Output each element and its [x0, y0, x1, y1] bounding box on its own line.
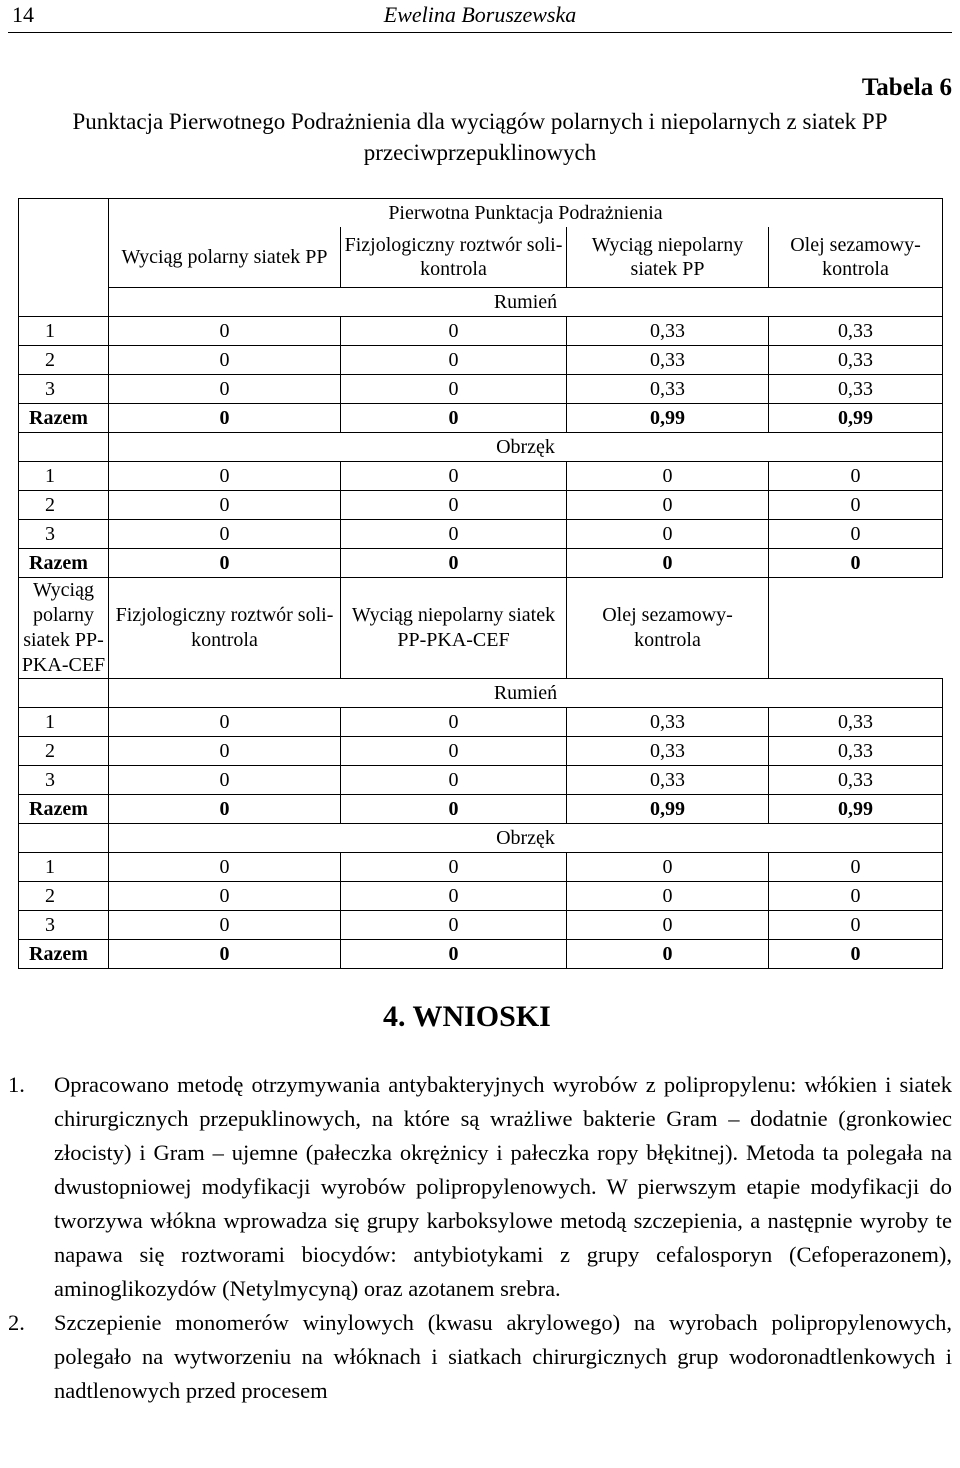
table-cell: 0 [341, 853, 567, 882]
table-row [19, 708, 943, 737]
obrzek-row [19, 433, 943, 462]
table-cell: 0,33 [769, 317, 943, 346]
table-cell: 0,33 [769, 346, 943, 375]
table-cell: 0 [109, 520, 341, 549]
table-cell: 0 [341, 737, 567, 766]
row-label: 2 [19, 882, 109, 911]
table-cell: 0 [341, 375, 567, 404]
table-cell: 0 [109, 737, 341, 766]
table-body [19, 199, 943, 969]
super-header-row [19, 199, 943, 228]
table-cell: 0 [769, 462, 943, 491]
total-row [19, 795, 943, 824]
obrzek-2-row [19, 824, 943, 853]
table-row [19, 462, 943, 491]
table-cell: 0 [341, 766, 567, 795]
row-label: 2 [19, 491, 109, 520]
empty-cell [19, 433, 109, 462]
table-label: Tabela 6 [861, 74, 952, 101]
table-row [19, 491, 943, 520]
table-row [19, 882, 943, 911]
column-header: Fizjologiczny roztwór soli-kontrola [109, 578, 341, 679]
table-cell: 0 [567, 853, 769, 882]
table-cell: 0 [109, 346, 341, 375]
irritation-score-table [18, 198, 943, 969]
table-row [19, 853, 943, 882]
table-cell: 0 [109, 375, 341, 404]
row-label: Razem [19, 549, 109, 578]
table-cell: 0,33 [567, 737, 769, 766]
obrzek-2-label: Obrzęk [109, 824, 943, 853]
table-cell: 0,33 [567, 766, 769, 795]
table-cell: 0 [341, 491, 567, 520]
row-label: Razem [19, 795, 109, 824]
table-cell: 0 [109, 882, 341, 911]
table-cell: 0 [567, 491, 769, 520]
row-label: 3 [19, 520, 109, 549]
running-head-author: Ewelina Boruszewska [383, 2, 577, 27]
row-label: 1 [19, 708, 109, 737]
row-label: Razem [19, 404, 109, 433]
row-label: 2 [19, 346, 109, 375]
table-cell: 0 [567, 549, 769, 578]
table-cell: 0 [341, 795, 567, 824]
empty-cell [19, 824, 109, 853]
table-cell: 0 [341, 317, 567, 346]
table-cell: 0,33 [567, 375, 769, 404]
table-caption [8, 106, 952, 168]
table-cell: 0 [769, 853, 943, 882]
table-cell: 0 [109, 549, 341, 578]
table-cell: 0,99 [567, 795, 769, 824]
table-cell: 0 [567, 911, 769, 940]
caption-line-1: Punktacja Pierwotnego Podrażnienia dla wyciągów polarnych i niepolarnych z siatek PP [72, 109, 888, 134]
row-label: 1 [19, 462, 109, 491]
table-cell: 0 [341, 404, 567, 433]
rumien-row [19, 288, 943, 317]
table-row [19, 317, 943, 346]
table-cell: 0 [567, 462, 769, 491]
empty-cell [19, 679, 109, 708]
conclusion-item [8, 1068, 952, 1306]
table-cell: 0 [567, 940, 769, 969]
table-cell: 0,99 [567, 404, 769, 433]
table-cell: 0 [109, 911, 341, 940]
table-cell: 0 [109, 491, 341, 520]
total-row [19, 940, 943, 969]
conclusions-list [8, 1068, 952, 1408]
table-cell: 0 [769, 911, 943, 940]
table-cell: 0,99 [769, 404, 943, 433]
table-cell: 0 [567, 882, 769, 911]
table-cell: 0,33 [567, 708, 769, 737]
table-cell: 0 [341, 549, 567, 578]
table-cell: 0 [109, 766, 341, 795]
row-label: 2 [19, 737, 109, 766]
row-label: 3 [19, 911, 109, 940]
rumien-2-row [19, 679, 943, 708]
table-cell: 0 [341, 462, 567, 491]
conclusion-number: 1. [8, 1072, 25, 1097]
total-row [19, 549, 943, 578]
running-head [8, 0, 952, 33]
table-cell: 0,33 [769, 737, 943, 766]
conclusion-item [8, 1306, 952, 1408]
column-header: Wyciąg niepolarny siatek PP [567, 227, 769, 288]
conclusion-number: 2. [8, 1310, 25, 1335]
table-cell: 0 [109, 708, 341, 737]
table-cell: 0 [769, 549, 943, 578]
table-cell: 0,33 [769, 708, 943, 737]
table-row [19, 766, 943, 795]
column-header-row-2 [19, 578, 943, 679]
table-row [19, 737, 943, 766]
table-cell: 0 [769, 940, 943, 969]
table-cell: 0 [341, 911, 567, 940]
table-cell: 0 [109, 795, 341, 824]
column-header: Fizjologiczny roztwór soli-kontrola [341, 227, 567, 288]
column-header: Olej sezamowy-kontrola [567, 578, 769, 679]
table-cell: 0,99 [769, 795, 943, 824]
obrzek-label: Obrzęk [109, 433, 943, 462]
row-label: Razem [19, 940, 109, 969]
table-row [19, 520, 943, 549]
table-cell: 0 [109, 462, 341, 491]
conclusion-text: Opracowano metodę otrzymywania antybakteryjnych wyrobów z polipropylenu: włókien i siatek chirurgicznych przepuklinowych, na które są wrażliwe bakterie Gram – dodatnie (gronkowiec złocisty) i Gram – ujemne (pałeczka okrężnicy i pałeczka ropy błękitnej). Metoda ta polegała na dwustopniowej modyfikacji wyrobów polipropylenowych. W pierwszym etapie modyfikacji do tworzywa włókna wprowadza się grupy karboksylowe metodą szczepienia, a następnie wyroby te napawa się roztworami biocydów: antybiotykami z grupy cefalosporyn (Cefoperazonem), aminoglikozydów (Netylmycyną) oraz azotanem srebra. [54, 1072, 952, 1301]
row-label: 3 [19, 375, 109, 404]
table-cell: 0 [109, 317, 341, 346]
conclusion-text: Szczepienie monomerów winylowych (kwasu akrylowego) na wyrobach polipropylenowych, polegało na wytworzeniu na włóknach i siatkach chirurgicznych grup wodoronadtlenkowych i nadtlenowych przed procesem [54, 1310, 952, 1403]
rumien-label: Rumień [109, 288, 943, 317]
table-cell: 0,33 [567, 346, 769, 375]
column-header: Wyciąg polarny siatek PP [109, 227, 341, 288]
table-cell: 0,33 [769, 766, 943, 795]
corner-cell [19, 199, 109, 317]
row-label: 1 [19, 853, 109, 882]
page-number: 14 [12, 2, 34, 27]
table-cell: 0 [769, 882, 943, 911]
column-header: Olej sezamowy-kontrola [769, 227, 943, 288]
total-row [19, 404, 943, 433]
rumien-2-label: Rumień [109, 679, 943, 708]
caption-line-2: przeciwprzepuklinowych [363, 140, 597, 165]
row-label: 3 [19, 766, 109, 795]
column-header: Wyciąg niepolarny siatek PP-PKA-CEF [341, 578, 567, 679]
table-cell: 0 [769, 520, 943, 549]
section-title: 4. WNIOSKI [383, 1000, 551, 1033]
row-label: 1 [19, 317, 109, 346]
column-header: Wyciąg polarny siatek PP-PKA-CEF [19, 578, 109, 679]
table-cell: 0 [341, 708, 567, 737]
table-cell: 0 [341, 520, 567, 549]
table-cell: 0 [109, 940, 341, 969]
super-header: Pierwotna Punktacja Podrażnienia [109, 199, 943, 228]
table-cell: 0 [109, 404, 341, 433]
table-cell: 0 [341, 940, 567, 969]
table-cell: 0 [567, 520, 769, 549]
table-cell: 0 [341, 882, 567, 911]
table-cell: 0,33 [769, 375, 943, 404]
column-header-row [19, 227, 943, 288]
table-row [19, 346, 943, 375]
table-cell: 0,33 [567, 317, 769, 346]
table-row [19, 911, 943, 940]
table-row [19, 375, 943, 404]
table-cell: 0 [769, 491, 943, 520]
table-cell: 0 [109, 853, 341, 882]
table-cell: 0 [341, 346, 567, 375]
